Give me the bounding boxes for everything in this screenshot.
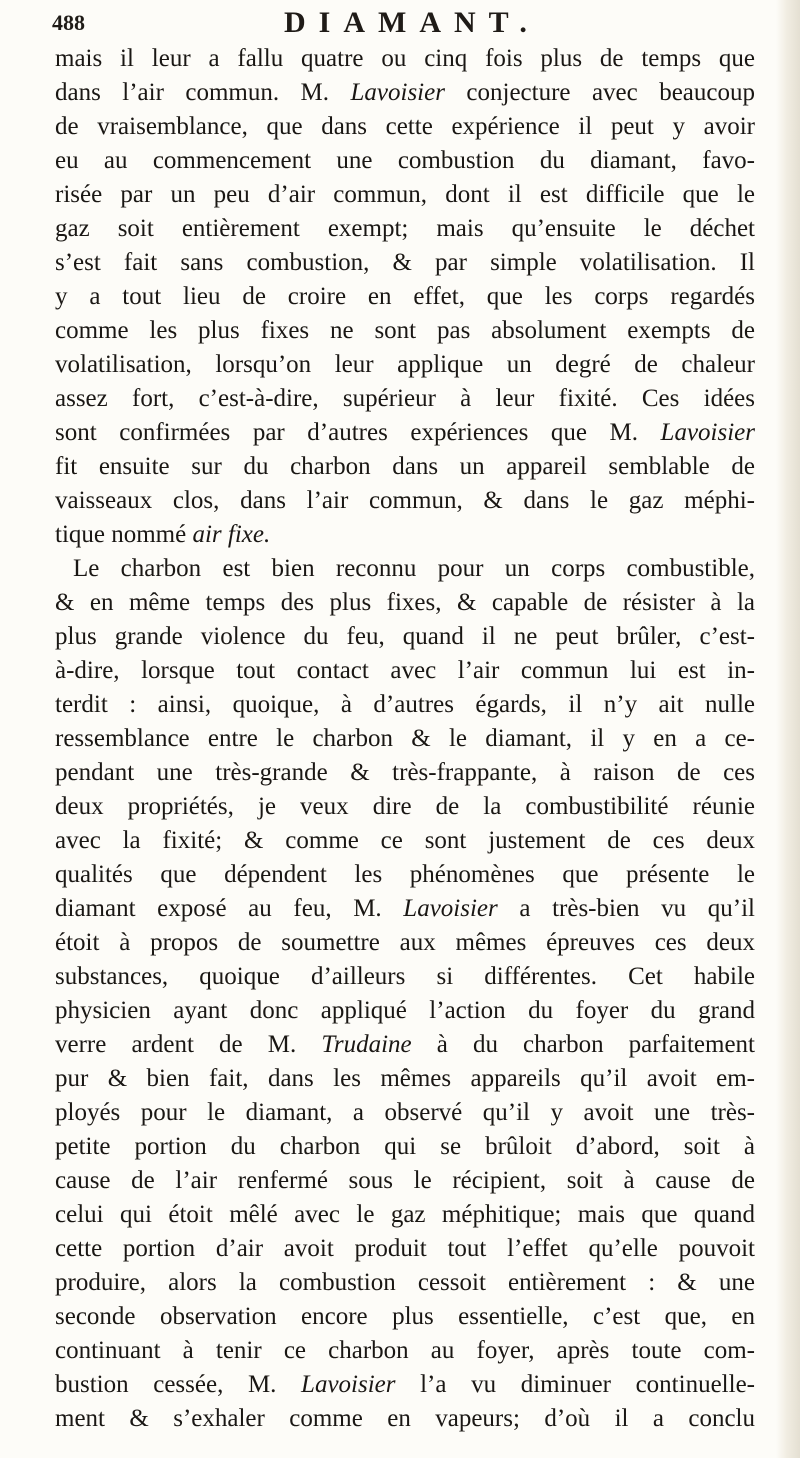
text-line xyxy=(55,1028,755,1062)
text-segment: à-dire, lorsque tout contact avec l’air commun lui est in- xyxy=(55,657,755,684)
text-line xyxy=(55,722,755,756)
text-line xyxy=(55,1232,755,1266)
text-line xyxy=(55,382,755,416)
text-line xyxy=(55,824,755,858)
text-segment: étoit à propos de soumettre aux mêmes épreuves ces deux xyxy=(55,929,755,956)
text-segment: gaz soit entièrement exempt; mais qu’ensuite le déchet xyxy=(55,215,755,242)
text-line xyxy=(55,1062,755,1096)
text-segment: seconde observation encore plus essentielle, c’est que, en xyxy=(55,1303,755,1330)
text-line xyxy=(55,790,755,824)
text-line xyxy=(55,1130,755,1164)
text-line xyxy=(55,654,755,688)
text-segment: deux propriétés, je veux dire de la combustibilité réunie xyxy=(55,793,755,820)
text-segment: physicien ayant donc appliqué l’action du foyer du grand xyxy=(55,997,755,1024)
text-line xyxy=(55,1198,755,1232)
text-line xyxy=(55,1266,755,1300)
italic-name: air fixe. xyxy=(192,521,271,548)
running-head: DIAMANT. xyxy=(284,6,540,39)
text-line xyxy=(55,416,755,450)
text-segment: diamant exposé au feu, M. xyxy=(55,895,404,922)
italic-name: Trudaine xyxy=(321,1031,412,1058)
text-segment: tique nommé xyxy=(55,521,193,548)
text-segment: cause de l’air renfermé sous le récipient, soit à cause de xyxy=(55,1167,755,1194)
text-segment: fit ensuite sur du charbon dans un appareil semblable de xyxy=(55,453,755,480)
text-segment: dans l’air commun. M. xyxy=(55,79,351,106)
text-line xyxy=(55,688,755,722)
text-segment: mais il leur a fallu quatre ou cinq fois plus de temps que xyxy=(55,45,755,72)
italic-name: Lavoisier xyxy=(301,1371,396,1398)
text-line xyxy=(55,450,755,484)
text-line xyxy=(55,110,755,144)
text-segment: terdit : ainsi, quoique, à d’autres égards, il n’y ait nulle xyxy=(55,691,755,718)
text-line xyxy=(55,76,755,110)
text-segment: ressemblance entre le charbon & le diamant, il y en a ce- xyxy=(55,725,755,752)
text-line xyxy=(55,348,755,382)
text-line xyxy=(55,314,755,348)
text-segment: vaisseaux clos, dans l’air commun, & dans le gaz méphi- xyxy=(55,487,755,514)
page-number: 488 xyxy=(52,10,85,35)
text-segment: eu au commencement une combustion du diamant, favo- xyxy=(55,147,755,174)
text-line xyxy=(55,178,755,212)
text-line xyxy=(55,518,755,552)
text-line xyxy=(55,552,755,586)
text-segment: volatilisation, lorsqu’on leur applique un degré de chaleur xyxy=(55,351,755,378)
text-line xyxy=(55,212,755,246)
text-segment: & en même temps des plus fixes, & capable de résister à la xyxy=(55,589,755,616)
text-segment: pur & bien fait, dans les mêmes appareils qu’il avoit em- xyxy=(55,1065,755,1092)
text-segment: y a tout lieu de croire en effet, que les corps regardés xyxy=(55,283,755,310)
text-line xyxy=(55,144,755,178)
text-segment: substances, quoique d’ailleurs si différentes. Cet habile xyxy=(55,963,755,990)
text-segment: cette portion d’air avoit produit tout l’effet qu’elle pouvoit xyxy=(55,1235,755,1262)
text-line xyxy=(55,858,755,892)
text-line xyxy=(55,1096,755,1130)
page-header xyxy=(52,6,752,46)
text-line xyxy=(55,586,755,620)
text-segment: a très-bien vu qu’il xyxy=(497,895,755,922)
page-edge-shadow xyxy=(776,0,800,1458)
text-line xyxy=(55,1368,755,1402)
text-segment: de vraisemblance, que dans cette expérience il peut y avoir xyxy=(55,113,755,140)
text-line xyxy=(55,280,755,314)
italic-name: Lavoisier xyxy=(350,79,445,106)
text-segment: assez fort, c’est-à-dire, supérieur à leur fixité. Ces idées xyxy=(55,385,755,412)
text-segment: produire, alors la combustion cessoit entièrement : & une xyxy=(55,1269,755,1296)
text-line xyxy=(55,892,755,926)
text-line xyxy=(55,994,755,1028)
text-segment: l’a vu diminuer continuelle- xyxy=(395,1371,755,1398)
text-segment: s’est fait sans combustion, & par simple volatilisation. Il xyxy=(55,249,755,276)
text-segment: à du charbon parfaitement xyxy=(411,1031,755,1058)
text-segment: conjecture avec beaucoup xyxy=(444,79,755,106)
text-line xyxy=(55,1300,755,1334)
text-segment: risée par un peu d’air commun, dont il est difficile que le xyxy=(55,181,755,208)
text-segment: petite portion du charbon qui se brûloit d’abord, soit à xyxy=(55,1133,755,1160)
text-line xyxy=(55,246,755,280)
text-segment: pendant une très-grande & très-frappante, à raison de ces xyxy=(55,759,755,786)
italic-name: Lavoisier xyxy=(403,895,498,922)
body-text xyxy=(55,42,755,1436)
text-line xyxy=(55,960,755,994)
text-segment: avec la fixité; & comme ce sont justement de ces deux xyxy=(55,827,755,854)
text-segment: bustion cessée, M. xyxy=(55,1371,302,1398)
text-segment: sont confirmées par d’autres expériences que M. xyxy=(55,419,661,446)
text-segment: celui qui étoit mêlé avec le gaz méphitique; mais que quand xyxy=(55,1201,755,1228)
text-segment: ployés pour le diamant, a observé qu’il y avoit une très- xyxy=(55,1099,755,1126)
text-line xyxy=(55,1334,755,1368)
text-line xyxy=(55,1402,755,1436)
text-segment: qualités que dépendent les phénomènes que présente le xyxy=(55,861,755,888)
italic-name: Lavoisier xyxy=(660,419,755,446)
text-line xyxy=(55,620,755,654)
text-segment: comme les plus fixes ne sont pas absolument exempts de xyxy=(55,317,755,344)
text-line xyxy=(55,42,755,76)
text-line xyxy=(55,926,755,960)
text-segment: ment & s’exhaler comme en vapeurs; d’où il a conclu xyxy=(55,1405,755,1432)
text-segment: continuant à tenir ce charbon au foyer, après toute com- xyxy=(55,1337,755,1364)
text-segment: plus grande violence du feu, quand il ne peut brûler, c’est- xyxy=(55,623,755,650)
text-line xyxy=(55,756,755,790)
text-segment: verre ardent de M. xyxy=(55,1031,322,1058)
text-segment: Le charbon est bien reconnu pour un corps combustible, xyxy=(73,555,755,582)
text-line xyxy=(55,1164,755,1198)
text-line xyxy=(55,484,755,518)
